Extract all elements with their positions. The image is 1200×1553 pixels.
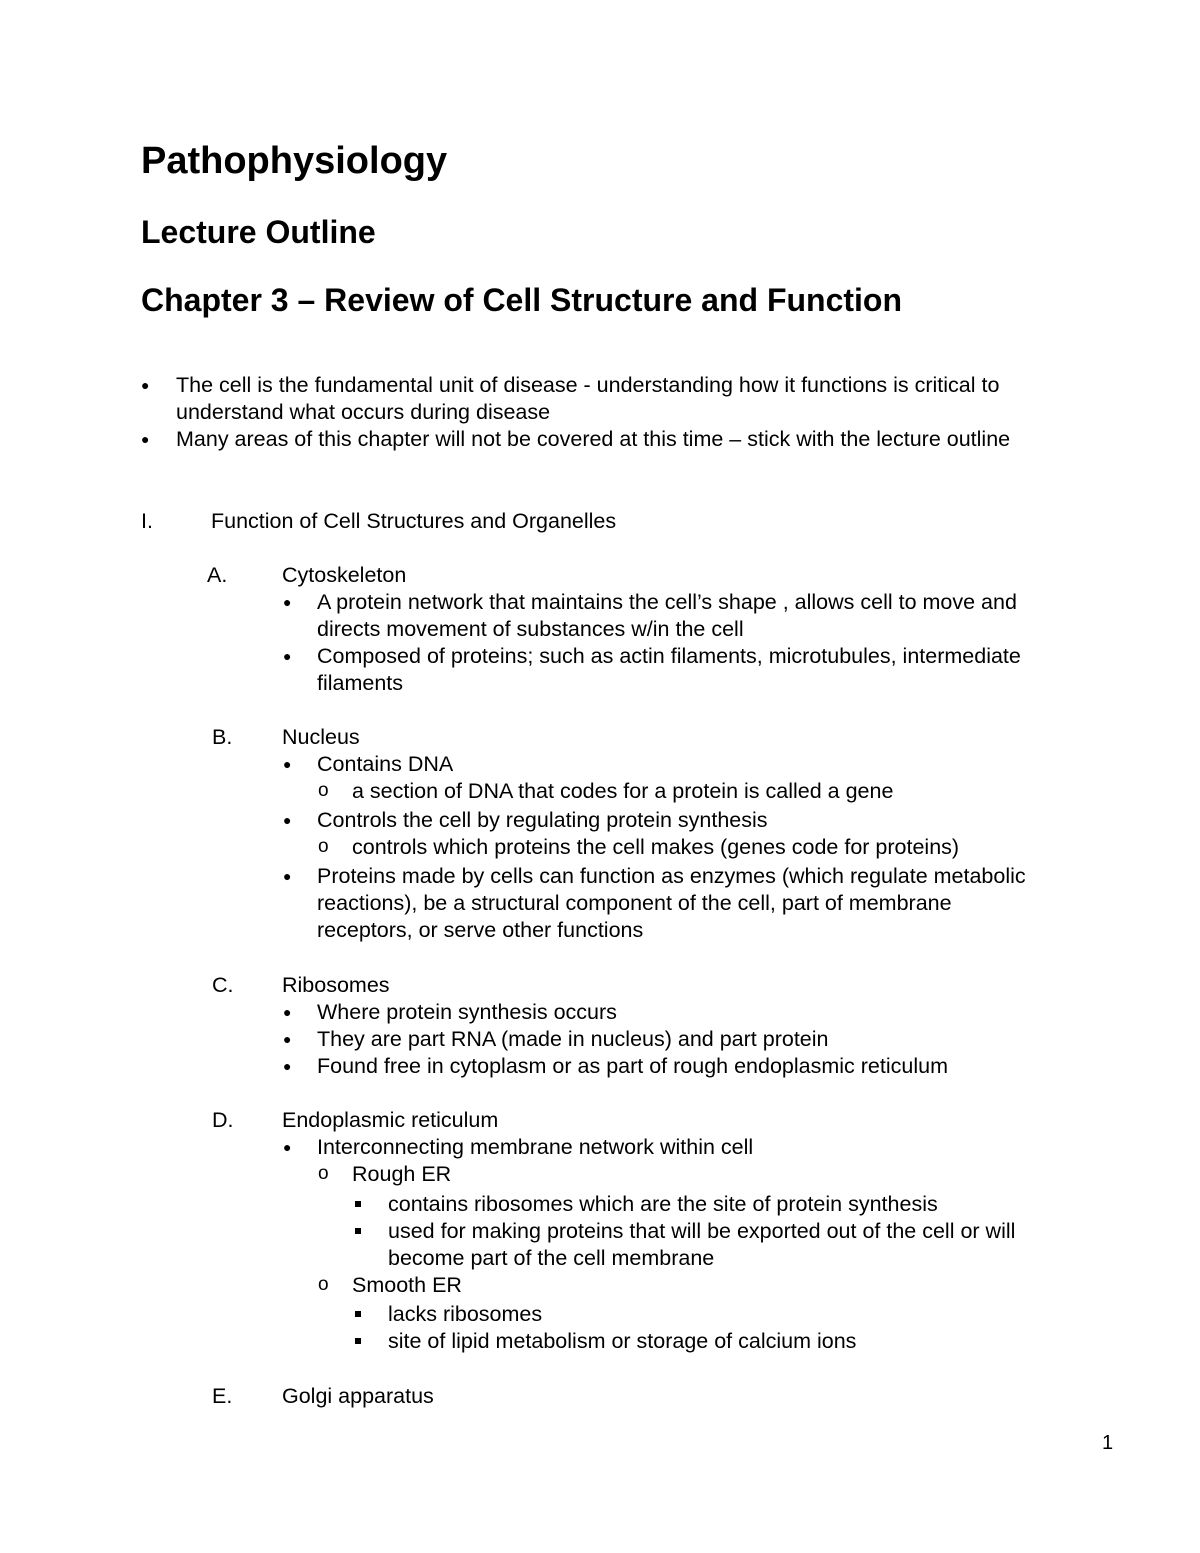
bullet-icon: ● xyxy=(141,431,150,447)
item-d-smooth-item-1: lacks ribosomes xyxy=(388,1302,543,1326)
item-d-rough-item-2-line-1: used for making proteins that will be exported out of the cell or will xyxy=(388,1219,1016,1243)
item-d-letter: D. xyxy=(212,1108,234,1132)
item-d-rough-er: Rough ER xyxy=(352,1162,452,1186)
intro-bullet-2: Many areas of this chapter will not be covered at this time – stick with the lecture outline xyxy=(176,427,1011,451)
item-b-bullet-3-line-1: Proteins made by cells can function as enzymes (which regulate metabolic xyxy=(317,864,1026,888)
intro-bullet-1-line-2: understand what occurs during disease xyxy=(176,400,551,424)
item-e-letter: E. xyxy=(212,1384,233,1408)
item-a-letter: A. xyxy=(207,563,228,587)
item-c-letter: C. xyxy=(212,973,234,997)
item-a-bullet-1-line-1: A protein network that maintains the cell’s shape , allows cell to move and xyxy=(317,590,1017,614)
item-d-smooth-er: Smooth ER xyxy=(352,1273,462,1297)
item-c-title: Ribosomes xyxy=(282,973,390,997)
item-a-bullet-2-line-1: Composed of proteins; such as actin filaments, microtubules, intermediate xyxy=(317,644,1021,668)
item-e-title: Golgi apparatus xyxy=(282,1384,434,1408)
item-b-bullet-3-line-2: reactions), be a structural component of the cell, part of membrane xyxy=(317,891,952,915)
square-bullet-icon xyxy=(355,1338,361,1344)
item-d-title: Endoplasmic reticulum xyxy=(282,1108,499,1132)
item-a-bullet-1-line-2: directs movement of substances w/in the cell xyxy=(317,617,744,641)
bullet-icon: ● xyxy=(283,594,292,610)
bullet-icon: ● xyxy=(283,868,292,884)
circle-bullet-icon: o xyxy=(318,836,329,857)
item-b-bullet-1: Contains DNA xyxy=(317,752,454,776)
bullet-icon: ● xyxy=(283,1058,292,1074)
chapter-heading: Chapter 3 – Review of Cell Structure and Function xyxy=(141,282,903,318)
square-bullet-icon xyxy=(355,1228,361,1234)
item-c-bullet-3: Found free in cytoplasm or as part of rough endoplasmic reticulum xyxy=(317,1054,948,1078)
intro-bullet-1-line-1: The cell is the fundamental unit of disease - understanding how it functions is critical to xyxy=(176,373,1000,397)
item-a-title: Cytoskeleton xyxy=(282,563,407,587)
circle-bullet-icon: o xyxy=(318,1163,329,1184)
bullet-icon: ● xyxy=(283,812,292,828)
document-title: Pathophysiology xyxy=(141,140,448,182)
item-c-bullet-2: They are part RNA (made in nucleus) and part protein xyxy=(317,1027,829,1051)
section-numeral: I. xyxy=(141,509,153,533)
bullet-icon: ● xyxy=(283,648,292,664)
circle-bullet-icon: o xyxy=(318,1274,329,1295)
bullet-icon: ● xyxy=(283,756,292,772)
square-bullet-icon xyxy=(355,1311,361,1317)
bullet-icon: ● xyxy=(283,1004,292,1020)
bullet-icon: ● xyxy=(283,1031,292,1047)
section-title: Function of Cell Structures and Organelles xyxy=(211,509,617,533)
item-b-title: Nucleus xyxy=(282,725,360,749)
square-bullet-icon xyxy=(355,1201,361,1207)
item-b-sub-1: a section of DNA that codes for a protein is called a gene xyxy=(352,779,894,803)
circle-bullet-icon: o xyxy=(318,780,329,801)
item-d-rough-item-1: contains ribosomes which are the site of protein synthesis xyxy=(388,1192,938,1216)
item-d-bullet-1: Interconnecting membrane network within cell xyxy=(317,1135,754,1159)
item-d-smooth-item-2: site of lipid metabolism or storage of calcium ions xyxy=(388,1329,857,1353)
item-a-bullet-2-line-2: filaments xyxy=(317,671,404,695)
item-b-sub-2: controls which proteins the cell makes (genes code for proteins) xyxy=(352,835,960,859)
item-b-bullet-2: Controls the cell by regulating protein synthesis xyxy=(317,808,768,832)
page-number: 1 xyxy=(1102,1432,1114,1454)
item-c-bullet-1: Where protein synthesis occurs xyxy=(317,1000,617,1024)
item-b-letter: B. xyxy=(212,725,233,749)
bullet-icon: ● xyxy=(283,1139,292,1155)
item-b-bullet-3-line-3: receptors, or serve other functions xyxy=(317,918,644,942)
document-subtitle: Lecture Outline xyxy=(141,214,376,250)
item-d-rough-item-2-line-2: become part of the cell membrane xyxy=(388,1246,715,1270)
bullet-icon: ● xyxy=(141,377,150,393)
